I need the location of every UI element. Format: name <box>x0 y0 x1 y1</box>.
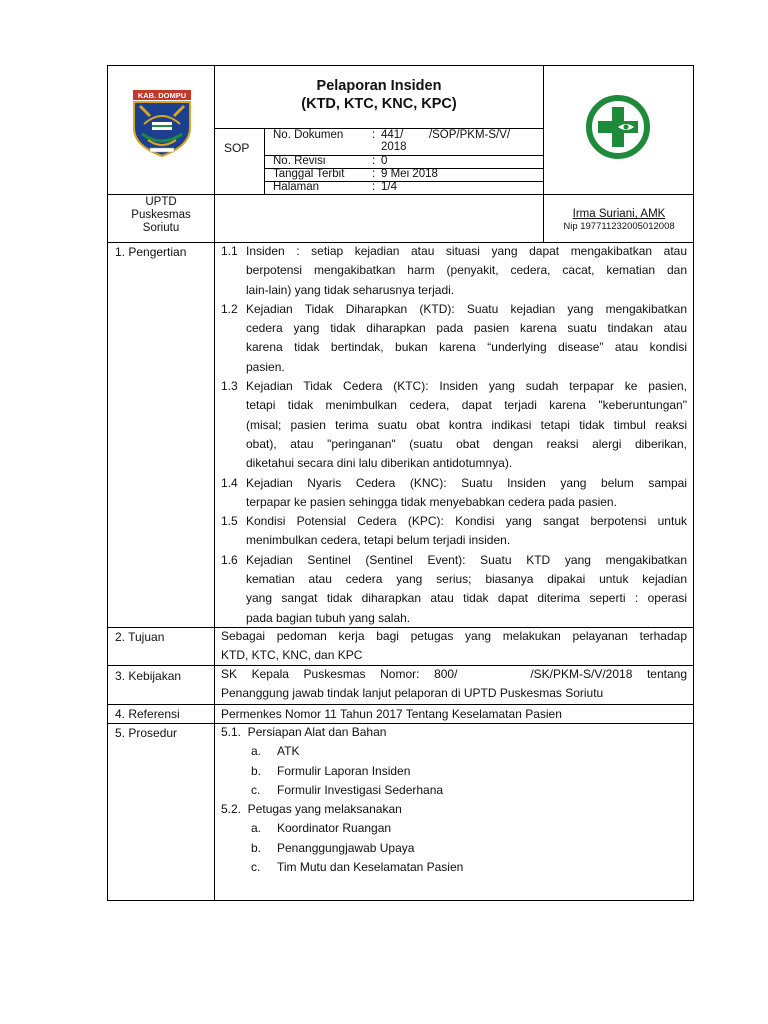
procedure-item <box>221 858 687 877</box>
section-label-kebijakan: 3. Kebijakan <box>115 669 182 683</box>
definition-line <box>221 261 687 280</box>
item-marker: b. <box>251 763 262 778</box>
definition-line <box>221 589 687 608</box>
title-line-2: (KTD, KTC, KNC, KPC) <box>301 96 457 112</box>
item-text: berpotensi mengakibatkan harm (penyakit, cedera, cacat, kematian dan <box>246 263 687 278</box>
definition-line <box>221 570 687 589</box>
item-text: ATK <box>277 744 300 759</box>
field-value-halaman: 1/4 <box>381 181 397 193</box>
field-sep: : <box>372 155 376 167</box>
kebijakan-content <box>221 665 687 704</box>
item-text: Tim Mutu dan Keselamatan Pasien <box>277 860 464 875</box>
row-line-referensi <box>107 704 694 705</box>
item-text: Kondisi Potensial Cedera (KPC): Kondisi yang sangat berpotensi untuk <box>246 514 687 529</box>
definition-item <box>221 300 687 319</box>
item-marker: c. <box>251 860 261 875</box>
definition-line <box>221 338 687 357</box>
definition-line <box>221 396 687 415</box>
referensi-text: Permenkes Nomor 11 Tahun 2017 Tentang Keselamatan Pasien <box>221 707 562 721</box>
definition-item <box>221 377 687 396</box>
document-title <box>215 78 543 112</box>
item-text: Koordinator Ruangan <box>277 821 392 836</box>
text-line: Penanggung jawab tindak lanjut pelaporan di UPTD Puskesmas Soriutu <box>221 686 604 701</box>
definition-item <box>221 474 687 493</box>
item-text: obat), atau "peringanan" (suatu obat dengan reaksi alergi diberikan, <box>246 436 687 451</box>
field-value-no-revisi: 0 <box>381 155 388 167</box>
section-label-referensi: 4. Referensi <box>115 707 180 721</box>
item-number: 1.3 <box>221 379 238 394</box>
item-number: 1.5 <box>221 514 238 529</box>
procedure-item <box>221 819 687 838</box>
field-label-no-dokumen: No. Dokumen <box>273 129 344 141</box>
item-text: pada bagian tubuh yang salah. <box>246 610 411 625</box>
org-line: UPTD <box>145 196 177 208</box>
item-marker: c. <box>251 782 261 797</box>
pengertian-content <box>221 242 687 628</box>
item-text: cedera yang tidak diharapkan pada pasien karena suatu tindakan atau <box>246 321 687 336</box>
definition-line <box>221 609 687 628</box>
item-marker: a. <box>251 821 262 836</box>
text-line: SK Kepala Puskesmas Nomor: 800/ /SK/PKM-S/V/2018 tentang <box>221 667 687 681</box>
signer-nip: Nip 197711232005012008 <box>563 221 675 232</box>
item-text: diketahui secara dini lalu diberikan antidotumnya). <box>246 456 513 471</box>
item-text: lain-lain) yang tidak seharusnya terjadi. <box>246 282 455 297</box>
item-text: Kejadian Tidak Cedera (KTC): Insiden yang sudah terpapar ke pasien, <box>246 379 687 394</box>
item-text: Kejadian Nyaris Cedera (KNC): Suatu Insiden yang belum sampai <box>246 475 687 490</box>
item-text: (misal; pasien terima suatu obat kontra indikasi tetapi tidak timbul reaksi <box>246 417 687 432</box>
item-text: Formulir Investigasi Sederhana <box>277 782 444 797</box>
item-text: Kejadian Tidak Diharapkan (KTD): Suatu kejadian yang mengakibatkan <box>246 301 687 316</box>
text-line: KTD, KTC, KNC, dan KPC <box>221 648 363 663</box>
section-label-tujuan: 2. Tujuan <box>115 630 165 644</box>
table-column-divider <box>214 65 215 901</box>
org-line: Soriutu <box>142 222 180 234</box>
item-text: terpapar ke pasien sehingga tidak menyebabkan cedera pada pasien. <box>246 494 617 509</box>
sop-divider <box>264 128 265 194</box>
definition-line <box>221 493 687 512</box>
item-number: 1.4 <box>221 475 238 490</box>
field-sep: : <box>372 168 376 180</box>
kab-dompu-logo <box>128 86 196 158</box>
procedure-item <box>221 781 687 800</box>
procedure-heading: 5.1. Persiapan Alat dan Bahan <box>221 725 387 739</box>
item-marker: a. <box>251 744 262 759</box>
text-line: Sebagai pedoman kerja bagi petugas yang melakukan pelayanan terhadap <box>221 629 687 643</box>
field-value-no-dokumen-year: 2018 <box>381 141 407 153</box>
definition-item <box>221 512 687 531</box>
definition-item <box>221 242 687 261</box>
item-text: pasien. <box>246 359 285 374</box>
puskesmas-logo <box>586 95 650 159</box>
org-line: Puskesmas <box>131 209 191 221</box>
definition-item <box>221 551 687 570</box>
item-text: tetapi tidak menimbulkan cedera, dapat terjadi karena "keberuntungan" <box>246 398 687 413</box>
procedure-item <box>221 762 687 781</box>
procedure-item <box>221 839 687 858</box>
item-text: Insiden : setiap kejadian atau situasi yang dapat mengakibatkan atau <box>246 244 687 258</box>
field-label-tanggal-terbit: Tanggal Terbit <box>273 168 345 180</box>
field-sep: : <box>372 181 376 193</box>
logo-text: KAB. DOMPU <box>137 91 187 100</box>
field-label-halaman: Halaman <box>273 181 320 193</box>
item-number: 1.2 <box>221 301 238 316</box>
table-border-right <box>693 65 694 901</box>
signer-name: Irma Suriani, AMK <box>572 208 666 220</box>
item-text: kematian atau cedera yang serius; biasanya dipakai untuk kejadian <box>246 572 687 587</box>
definition-line <box>221 531 687 550</box>
field-label-no-revisi: No. Revisi <box>273 155 326 167</box>
definition-line <box>221 454 687 473</box>
definition-line <box>221 435 687 454</box>
section-label-pengertian: 1. Pengertian <box>115 245 187 259</box>
field-value-tanggal-terbit: 9 Mei 2018 <box>381 168 438 180</box>
item-number: 1.1 <box>221 244 238 258</box>
definition-line <box>221 416 687 435</box>
table-border-bottom <box>107 900 694 901</box>
table-border-top <box>107 65 694 66</box>
item-text: Formulir Laporan Insiden <box>277 763 411 778</box>
definition-line <box>221 358 687 377</box>
field-value-no-dokumen: 441/ /SOP/PKM-S/V/ <box>381 129 511 141</box>
item-text: menimbulkan cedera, tetapi belum terjadi insiden. <box>246 533 511 548</box>
item-number: 1.6 <box>221 552 238 567</box>
item-text: yang sangat tidak diharapkan atau tidak dapat diterima seperti : operasi <box>246 591 687 606</box>
organization-name <box>108 196 214 235</box>
procedure-item <box>221 742 687 761</box>
header-row-line <box>107 194 694 195</box>
procedure-heading: 5.2. Petugas yang melaksanakan <box>221 802 402 817</box>
item-marker: b. <box>251 840 262 855</box>
item-text: karena tidak bertindak, bukan karena “underlying disease” atau kondisi <box>246 340 687 355</box>
definition-line <box>221 281 687 300</box>
table-border-left <box>107 65 108 901</box>
tujuan-content <box>221 627 687 666</box>
section-label-prosedur: 5. Prosedur <box>115 726 178 740</box>
prosedur-content <box>221 723 687 877</box>
definition-line <box>221 319 687 338</box>
title-line-1: Pelaporan Insiden <box>316 78 442 94</box>
item-text: Kejadian Sentinel (Sentinel Event): Suatu KTD yang mengakibatkan <box>246 552 687 567</box>
item-text: Penanggungjawab Upaya <box>277 840 415 855</box>
sop-label: SOP <box>224 141 250 155</box>
field-sep: : <box>372 129 376 141</box>
